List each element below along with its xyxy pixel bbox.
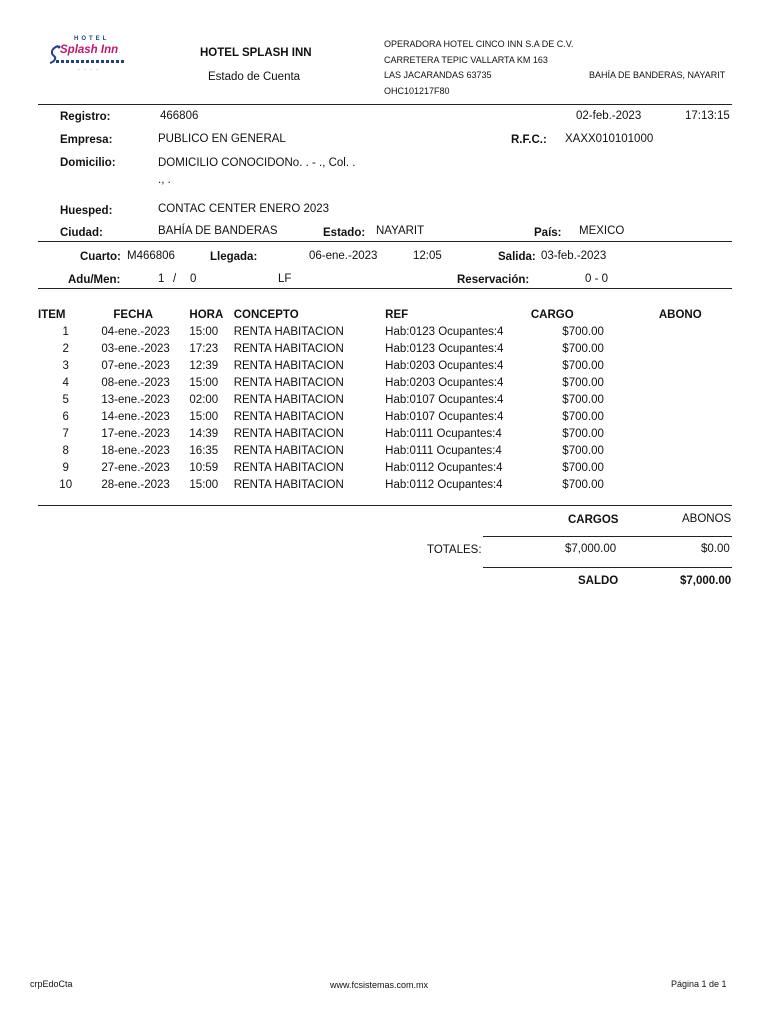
item-date: 13-ene.-2023 (101, 393, 170, 406)
company-address: CARRETERA TEPIC VALLARTA KM 163 (384, 55, 548, 65)
item-ref: Hab:0107 Ocupantes:4 (385, 393, 504, 406)
item-credit (604, 323, 768, 340)
salida-value: 03-feb.-2023 (541, 250, 607, 262)
item-date: 07-ene.-2023 (101, 359, 170, 372)
divider-table-end (38, 505, 732, 506)
domicilio-value: DOMICILIO CONOCIDONo. . - ., Col. . (158, 157, 356, 169)
empresa-label: Empresa: (60, 134, 113, 146)
item-time: 15:00 (189, 410, 219, 423)
item-charge: $700.00 (562, 427, 604, 440)
reservacion-label: Reservación: (457, 274, 530, 286)
item-ref: Hab:0123 Ocupantes:4 (385, 342, 504, 355)
estado-value: NAYARIT (376, 225, 425, 237)
divider-stay (38, 288, 732, 289)
item-charge: $700.00 (562, 393, 604, 406)
logo-hotel-text: HOTEL (74, 36, 110, 42)
huesped-value: CONTAC CENTER ENERO 2023 (158, 203, 330, 215)
item-concept: RENTA HABITACION (233, 359, 344, 372)
item-charge: $700.00 (562, 325, 604, 338)
cuarto-label: Cuarto: (80, 251, 121, 263)
adumen-label: Adu/Men: (68, 274, 121, 286)
company-name: OPERADORA HOTEL CINCO INN S.A DE C.V. (384, 39, 574, 49)
llegada-time: 12:05 (413, 250, 442, 262)
header-item: ITEM (38, 308, 66, 321)
item-concept: RENTA HABITACION (233, 325, 344, 338)
totales-label: TOTALES: (427, 544, 482, 556)
item-credit (604, 374, 768, 391)
cuarto-value: M466806 (127, 250, 175, 262)
ciudad-label: Ciudad: (60, 227, 103, 239)
hotel-name: HOTEL SPLASH INN (200, 47, 312, 59)
item-date: 17-ene.-2023 (101, 427, 170, 440)
item-credit (604, 442, 768, 459)
footer-page-number: Página 1 de 1 (671, 979, 727, 989)
item-number: 2 (62, 342, 69, 355)
reservacion-value: 0 - 0 (585, 273, 609, 285)
item-charge: $700.00 (562, 342, 604, 355)
header-abono: ABONO (658, 308, 702, 321)
item-time: 10:59 (189, 461, 219, 474)
header-ref: REF (385, 308, 409, 321)
abonos-total-value: $0.00 (701, 543, 730, 555)
cargos-total-value: $7,000.00 (565, 543, 617, 555)
charges-table (38, 306, 768, 493)
item-charge: $700.00 (562, 478, 604, 491)
llegada-label: Llegada: (210, 251, 258, 263)
item-concept: RENTA HABITACION (233, 376, 344, 389)
item-number: 3 (62, 359, 69, 372)
company-city: BAHÍA DE BANDERAS, NAYARIT (589, 70, 726, 80)
item-number: 7 (62, 427, 69, 440)
table-row (38, 391, 768, 408)
item-concept: RENTA HABITACION (233, 427, 344, 440)
table-row (38, 425, 768, 442)
table-row (38, 374, 768, 391)
domicilio-label: Domicilio: (60, 157, 116, 169)
item-concept: RENTA HABITACION (233, 393, 344, 406)
adumen-separator: / (173, 273, 177, 285)
table-row (38, 357, 768, 374)
lf-value: LF (278, 273, 292, 285)
item-ref: Hab:0123 Ocupantes:4 (385, 325, 504, 338)
footer-website: www.fcsistemas.com.mx (330, 980, 429, 990)
item-number: 1 (62, 325, 69, 338)
divider-guest (38, 241, 732, 242)
registro-label: Registro: (60, 111, 111, 123)
saldo-value: $7,000.00 (680, 575, 732, 587)
item-ref: Hab:0111 Ocupantes:4 (385, 444, 502, 457)
header-cargo: CARGO (530, 308, 574, 321)
item-concept: RENTA HABITACION (233, 444, 344, 457)
item-concept: RENTA HABITACION (233, 410, 344, 423)
item-number: 8 (62, 444, 69, 457)
llegada-date: 06-ene.-2023 (309, 250, 378, 262)
table-row (38, 442, 768, 459)
pais-label: País: (534, 227, 562, 239)
item-date: 27-ene.-2023 (101, 461, 170, 474)
item-date: 04-ene.-2023 (101, 325, 170, 338)
item-date: 14-ene.-2023 (101, 410, 170, 423)
pais-value: MEXICO (579, 225, 625, 237)
item-ref: Hab:0107 Ocupantes:4 (385, 410, 504, 423)
logo-brand-name: Splash Inn (60, 44, 119, 56)
divider-top (38, 104, 732, 105)
item-credit (604, 476, 768, 493)
item-concept: RENTA HABITACION (233, 461, 344, 474)
table-row (38, 476, 768, 493)
item-time: 14:39 (189, 427, 219, 440)
item-number: 6 (62, 410, 69, 423)
item-concept: RENTA HABITACION (233, 478, 344, 491)
item-number: 10 (59, 478, 73, 491)
item-date: 08-ene.-2023 (101, 376, 170, 389)
item-time: 15:00 (189, 376, 219, 389)
divider-saldo (483, 567, 732, 568)
item-time: 12:39 (189, 359, 219, 372)
print-date: 02-feb.-2023 (576, 110, 642, 122)
item-number: 9 (62, 461, 69, 474)
rfc-label: R.F.C.: (511, 134, 547, 146)
item-credit (604, 340, 768, 357)
item-credit (604, 391, 768, 408)
hotel-logo (48, 36, 126, 86)
company-colony: LAS JACARANDAS 63735 (384, 70, 492, 80)
item-credit (604, 459, 768, 476)
item-credit (604, 408, 768, 425)
table-header-row (38, 306, 768, 323)
company-rfc: OHC101217F80 (384, 86, 450, 96)
saldo-label: SALDO (578, 575, 619, 587)
document-title: Estado de Cuenta (208, 71, 301, 83)
menores-value: 0 (190, 273, 197, 285)
item-time: 15:00 (189, 325, 219, 338)
huesped-label: Huesped: (60, 205, 113, 217)
item-credit (604, 425, 768, 442)
item-ref: Hab:0203 Ocupantes:4 (385, 359, 504, 372)
item-ref: Hab:0111 Ocupantes:4 (385, 427, 502, 440)
domicilio-value-2: ., . (158, 174, 171, 186)
item-date: 03-ene.-2023 (101, 342, 170, 355)
cargos-total-label: CARGOS (568, 514, 619, 526)
item-ref: Hab:0112 Ocupantes:4 (385, 461, 503, 474)
item-charge: $700.00 (562, 376, 604, 389)
table-row (38, 408, 768, 425)
empresa-value: PUBLICO EN GENERAL (158, 133, 286, 145)
abonos-total-label: ABONOS (682, 513, 732, 525)
item-concept: RENTA HABITACION (233, 342, 344, 355)
adultos-value: 1 (158, 273, 165, 285)
header-concepto: CONCEPTO (233, 308, 299, 321)
logo-stars-icon: ···· (78, 67, 102, 73)
footer-report-id: crpEdoCta (30, 979, 73, 989)
item-time: 16:35 (189, 444, 219, 457)
item-ref: Hab:0112 Ocupantes:4 (385, 478, 503, 491)
item-date: 28-ene.-2023 (101, 478, 170, 491)
salida-label: Salida: (498, 251, 536, 263)
item-charge: $700.00 (562, 359, 604, 372)
divider-totals (483, 536, 732, 537)
estado-label: Estado: (323, 227, 366, 239)
registro-value: 466806 (160, 110, 199, 122)
item-charge: $700.00 (562, 461, 604, 474)
ciudad-value: BAHÍA DE BANDERAS (158, 225, 278, 237)
header-fecha: FECHA (113, 308, 154, 321)
item-charge: $700.00 (562, 410, 604, 423)
table-row (38, 340, 768, 357)
item-time: 15:00 (189, 478, 219, 491)
header-hora: HORA (189, 308, 224, 321)
table-row (38, 323, 768, 340)
item-number: 4 (62, 376, 69, 389)
item-charge: $700.00 (562, 444, 604, 457)
item-number: 5 (62, 393, 69, 406)
item-date: 18-ene.-2023 (101, 444, 170, 457)
item-time: 17:23 (189, 342, 219, 355)
logo-bar (56, 60, 124, 63)
print-time: 17:13:15 (685, 110, 730, 122)
item-ref: Hab:0203 Ocupantes:4 (385, 376, 504, 389)
table-row (38, 459, 768, 476)
rfc-value: XAXX010101000 (565, 133, 654, 145)
item-credit (604, 357, 768, 374)
item-time: 02:00 (189, 393, 219, 406)
